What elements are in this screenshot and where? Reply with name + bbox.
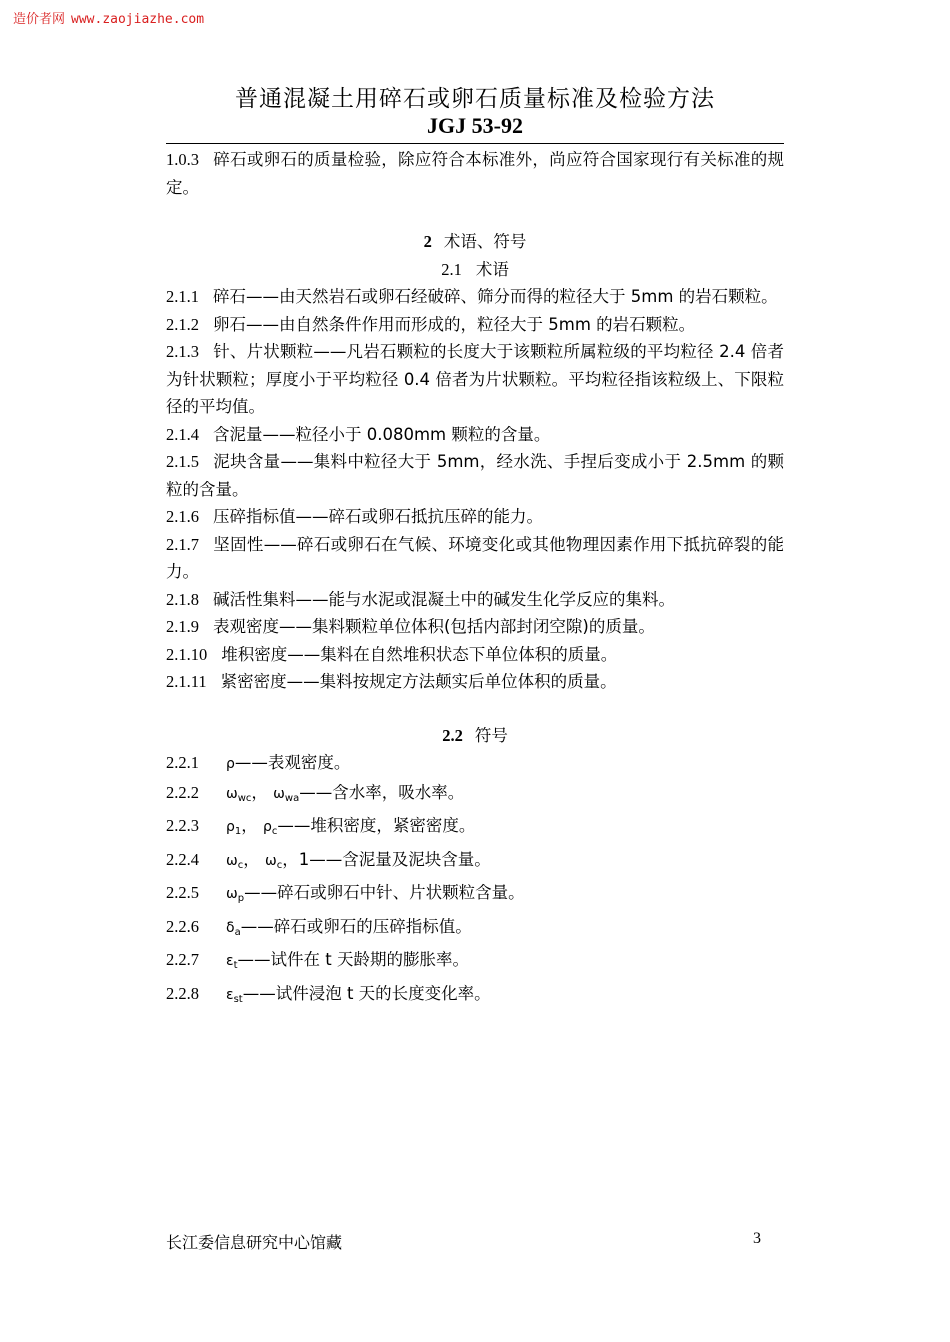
symbol-subscript: wc bbox=[237, 792, 252, 804]
section-2-heading bbox=[166, 228, 784, 256]
footer-archive-note: 长江委信息研究中心馆藏 bbox=[166, 1233, 343, 1252]
clause-number: 2.1.7 bbox=[166, 534, 199, 554]
clause-text: ——碎石或卵石的压碎指标值。 bbox=[240, 916, 472, 936]
clause-number: 2.2.5 bbox=[166, 883, 199, 902]
term-clause bbox=[166, 421, 784, 449]
clause-text: ——堆积密度，紧密密度。 bbox=[277, 816, 476, 835]
symbol-separator: ， bbox=[251, 782, 268, 802]
clause-1-0-3 bbox=[166, 146, 784, 201]
symbol-glyph: ω bbox=[226, 785, 238, 802]
clause-number: 2.1.6 bbox=[166, 507, 199, 526]
clause-text: 表观密度——集料颗粒单位体积(包括内部封闭空隙)的质量。 bbox=[213, 617, 655, 636]
clause-number: 2.1.4 bbox=[166, 424, 199, 444]
clause-number: 2.1.9 bbox=[166, 617, 199, 636]
subsection-number: 2.1 bbox=[441, 259, 462, 279]
term-clause bbox=[166, 586, 784, 614]
terms-list bbox=[166, 283, 784, 696]
clause-text: 紧密密度——集料按规定方法颠实后单位体积的质量。 bbox=[220, 672, 617, 691]
symbol-subscript: c bbox=[271, 826, 278, 837]
term-clause bbox=[166, 311, 784, 339]
symbol-clause bbox=[166, 879, 784, 913]
symbol-glyph: ω bbox=[264, 852, 277, 869]
section-number: 2 bbox=[423, 232, 432, 251]
symbol-subscript: wa bbox=[284, 792, 300, 804]
clause-number: 2.1.8 bbox=[166, 589, 199, 609]
watermark bbox=[13, 8, 204, 27]
symbol-glyph: ρ bbox=[226, 756, 235, 772]
symbol-glyph: ρ bbox=[263, 819, 272, 835]
clause-number: 2.2.8 bbox=[166, 983, 199, 1003]
term-clause bbox=[166, 613, 784, 641]
subsection-2-1-heading bbox=[166, 256, 784, 284]
clause-text: 碎石或卵石的质量检验，除应符合本标准外，尚应符合国家现行有关标准的规定。 bbox=[166, 150, 784, 197]
subsection-title: 术语 bbox=[475, 259, 509, 279]
clause-number: 2.1.10 bbox=[166, 644, 208, 664]
symbol-glyph: ρ bbox=[226, 819, 235, 835]
subsection-2-2-heading bbox=[166, 722, 784, 750]
symbol-subscript: st bbox=[233, 993, 243, 1005]
standard-code: JGJ 53-92 bbox=[427, 113, 523, 138]
term-clause bbox=[166, 283, 784, 311]
clause-number: 2.1.3 bbox=[166, 342, 199, 361]
term-clause bbox=[166, 503, 784, 531]
clause-number: 2.2.1 bbox=[166, 753, 199, 772]
clause-number: 2.2.4 bbox=[166, 849, 199, 869]
clause-text: ——表观密度。 bbox=[234, 753, 351, 772]
term-clause bbox=[166, 668, 784, 696]
symbol-subscript: c bbox=[237, 859, 244, 871]
clause-text: 泥块含量——集料中粒径大于 5mm，经水洗、手捏后变成小于 2.5mm 的颗粒的含量。 bbox=[166, 452, 784, 499]
term-clause bbox=[166, 531, 784, 586]
subsection-title: 符号 bbox=[474, 725, 508, 745]
symbols-list bbox=[166, 749, 784, 1013]
document-title: 普通混凝土用碎石或卵石质量标准及检验方法 bbox=[235, 86, 715, 112]
watermark-site-name: 造价者网 bbox=[13, 12, 66, 27]
subsection-number: 2.2 bbox=[442, 725, 463, 745]
document-body bbox=[166, 146, 784, 1013]
clause-text: 堆积密度——集料在自然堆积状态下单位体积的质量。 bbox=[221, 644, 618, 664]
watermark-url[interactable]: www.zaojiazhe.com bbox=[71, 12, 205, 27]
clause-text: ——试件在 t 天龄期的膨胀率。 bbox=[237, 950, 469, 969]
symbol-glyph: ω bbox=[273, 785, 285, 802]
clause-number: 2.1.5 bbox=[166, 452, 199, 471]
clause-text: 碱活性集料——能与水泥或混凝土中的碱发生化学反应的集料。 bbox=[213, 589, 675, 609]
symbol-separator: ， bbox=[243, 849, 260, 869]
symbol-clause bbox=[166, 779, 784, 813]
clause-text: 坚固性——碎石或卵石在气候、环境变化或其他物理因素作用下抵抗碎裂的能力。 bbox=[166, 534, 784, 581]
clause-text: ，1——含泥量及泥块含量。 bbox=[282, 849, 491, 869]
symbol-clause bbox=[166, 946, 784, 980]
clause-text: 卵石——由自然条件作用而形成的，粒径大于 5mm 的岩石颗粒。 bbox=[213, 314, 696, 334]
symbol-glyph: δ bbox=[226, 919, 235, 936]
clause-number: 2.1.11 bbox=[166, 672, 207, 691]
clause-text: 碎石——由天然岩石或卵石经破碎、筛分而得的粒径大于 5mm 的岩石颗粒。 bbox=[213, 287, 778, 306]
title-divider bbox=[166, 143, 784, 144]
symbol-subscript: p bbox=[237, 893, 245, 904]
symbol-clause bbox=[166, 749, 784, 779]
clause-text: ——碎石或卵石中针、片状颗粒含量。 bbox=[244, 883, 525, 902]
clause-number: 1.0.3 bbox=[166, 150, 199, 169]
clause-number: 2.1.2 bbox=[166, 314, 199, 334]
symbol-subscript: 1 bbox=[234, 826, 242, 837]
symbol-glyph: ε bbox=[226, 986, 234, 1003]
term-clause bbox=[166, 448, 784, 503]
clause-number: 2.2.2 bbox=[166, 782, 199, 802]
clause-number: 2.1.1 bbox=[166, 287, 199, 306]
symbol-subscript: a bbox=[234, 926, 241, 938]
symbol-subscript: c bbox=[276, 859, 283, 871]
symbol-clause bbox=[166, 980, 784, 1014]
clause-number: 2.2.6 bbox=[166, 916, 199, 936]
symbol-glyph: ε bbox=[226, 953, 234, 969]
clause-text: 针、片状颗粒——凡岩石颗粒的长度大于该颗粒所属粒级的平均粒径 2.4 倍者为针状颗粒；厚度小于平均粒径 0.4 倍者为片状颗粒。平均粒径指该粒级上、下限粒径的平均值。 bbox=[166, 342, 784, 416]
page-number: 3 bbox=[753, 1230, 761, 1247]
symbol-glyph: ω bbox=[226, 886, 238, 902]
clause-number: 2.2.7 bbox=[166, 950, 199, 969]
symbol-glyph: ω bbox=[226, 852, 238, 869]
symbol-separator: ， bbox=[241, 816, 258, 835]
symbol-clause bbox=[166, 812, 784, 846]
section-title: 术语、符号 bbox=[443, 232, 527, 251]
clause-text: ——试件浸泡 t 天的长度变化率。 bbox=[242, 983, 491, 1003]
term-clause bbox=[166, 641, 784, 669]
symbol-clause bbox=[166, 846, 784, 880]
symbol-subscript: t bbox=[233, 960, 238, 971]
symbol-clause bbox=[166, 913, 784, 947]
term-clause bbox=[166, 338, 784, 421]
clause-text: 压碎指标值——碎石或卵石抵抗压碎的能力。 bbox=[213, 507, 543, 526]
clause-text: 含泥量——粒径小于 0.080mm 颗粒的含量。 bbox=[213, 424, 551, 444]
clause-number: 2.2.3 bbox=[166, 816, 199, 835]
clause-text: ——含水率，吸水率。 bbox=[299, 782, 465, 802]
